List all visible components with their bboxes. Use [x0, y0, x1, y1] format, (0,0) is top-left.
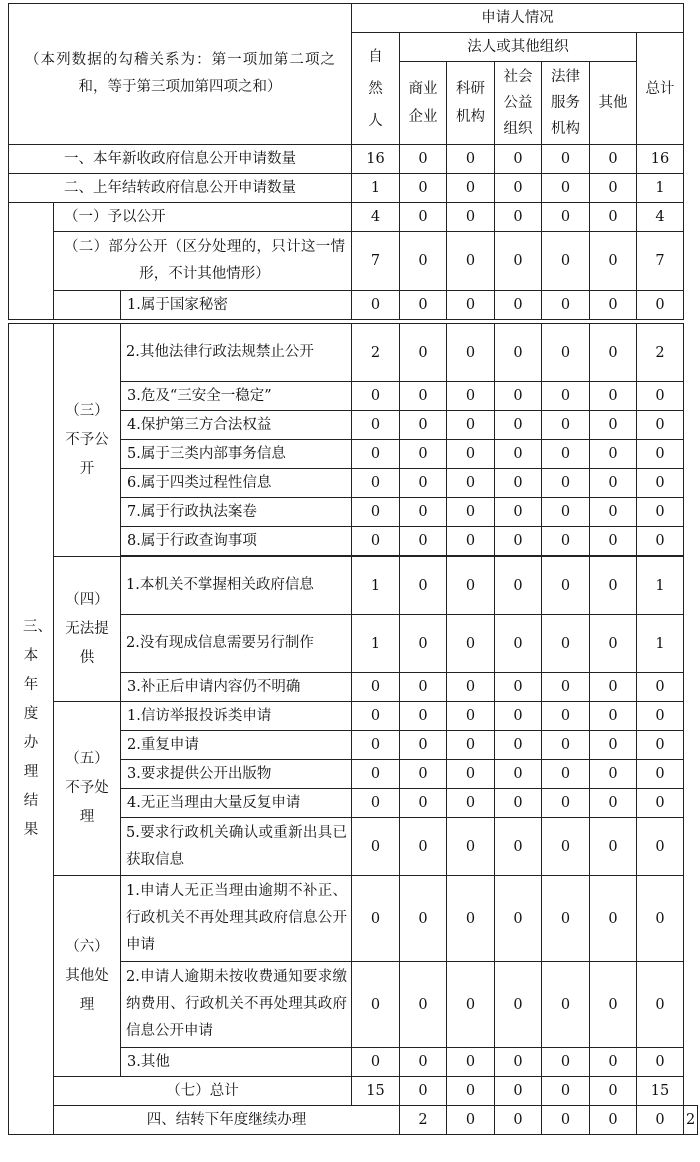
cell-research: 0: [447, 702, 495, 731]
cell-natural: 0: [352, 440, 400, 469]
table-part-2: [8, 323, 698, 1135]
row-label: 2.没有现成信息需要另行制作: [121, 615, 352, 673]
cell-total: 16: [637, 145, 684, 174]
cell-natural: 0: [352, 382, 400, 411]
cell-social: 0: [495, 1048, 542, 1077]
header-applicant-situation: 申请人情况: [352, 4, 684, 33]
cell-other: 0: [590, 145, 637, 174]
cell-natural: 0: [352, 673, 400, 702]
row-label: 3.要求提供公开出版物: [121, 760, 352, 789]
cell-legal: 0: [542, 1048, 590, 1077]
cell-research: 0: [447, 291, 495, 320]
cell-research: 0: [495, 1106, 542, 1135]
cell-total: 0: [637, 440, 684, 469]
table-row: [9, 1077, 698, 1106]
cell-social: 0: [495, 232, 542, 291]
row-label: 2.重复申请: [121, 731, 352, 760]
cell-commercial: 0: [400, 702, 447, 731]
cell-natural: 16: [352, 145, 400, 174]
cell-legal: 0: [542, 673, 590, 702]
cell-research: 0: [447, 789, 495, 818]
cell-legal: 0: [590, 1106, 637, 1135]
cell-social: 0: [495, 145, 542, 174]
cell-total: 0: [637, 789, 684, 818]
g6-title: （六）其他处理: [54, 876, 121, 1077]
cell-total: 2: [637, 324, 684, 382]
cell-commercial: 0: [400, 673, 447, 702]
cell-social: 0: [495, 498, 542, 527]
row-label: 四、结转下年度继续办理: [54, 1106, 400, 1135]
cell-research: 0: [447, 498, 495, 527]
cell-commercial: 0: [400, 498, 447, 527]
cell-natural: 0: [352, 962, 400, 1048]
cell-other: 0: [590, 789, 637, 818]
cell-research: 0: [447, 615, 495, 673]
cell-other: 0: [590, 203, 637, 232]
cell-legal: 0: [542, 702, 590, 731]
cell-other: 0: [590, 324, 637, 382]
cell-commercial: 0: [400, 527, 447, 556]
cell-total: 0: [637, 673, 684, 702]
cell-total: 0: [637, 382, 684, 411]
row-label: 7.属于行政执法案卷: [121, 498, 352, 527]
cell-total: 7: [637, 232, 684, 291]
header-research: 科研机构: [447, 62, 495, 145]
cell-legal: 0: [542, 818, 590, 876]
g4-title: （四）无法提供: [54, 557, 121, 702]
cell-total: 1: [637, 615, 684, 673]
cell-research: 0: [447, 731, 495, 760]
table-row: [9, 557, 698, 615]
cell-legal: 0: [542, 232, 590, 291]
cell-natural: 0: [352, 702, 400, 731]
cell-research: 0: [447, 557, 495, 615]
cell-total: 0: [637, 702, 684, 731]
row-label: 1.属于国家秘密: [121, 291, 352, 320]
cell-commercial: 0: [400, 324, 447, 382]
cell-social: 0: [495, 174, 542, 203]
row-label: 3.补正后申请内容仍不明确: [121, 673, 352, 702]
cell-natural: 1: [352, 615, 400, 673]
cell-other: 0: [590, 498, 637, 527]
row-label: 6.属于四类过程性信息: [121, 469, 352, 498]
row-label: 5.属于三类内部事务信息: [121, 440, 352, 469]
cell-commercial: 0: [400, 962, 447, 1048]
row-label: 2.申请人逾期未按收费通知要求缴纳费用、行政机关不再处理其政府信息公开申请: [121, 962, 352, 1048]
cell-commercial: 0: [400, 469, 447, 498]
cell-social: 0: [542, 1106, 590, 1135]
cell-commercial: 0: [400, 760, 447, 789]
cell-commercial: 0: [400, 440, 447, 469]
cell-other: 0: [590, 962, 637, 1048]
cell-natural: 0: [352, 527, 400, 556]
cell-research: 0: [447, 411, 495, 440]
cell-other: 0: [590, 818, 637, 876]
cell-total: 15: [637, 1077, 684, 1106]
cell-research: 0: [447, 1048, 495, 1077]
cell-natural: 4: [352, 203, 400, 232]
table-row: [9, 876, 698, 962]
cell-legal: 0: [542, 411, 590, 440]
cell-total: 0: [637, 527, 684, 556]
cell-other: 0: [637, 1106, 684, 1135]
cell-legal: 0: [542, 291, 590, 320]
cell-research: 0: [447, 145, 495, 174]
cell-legal: 0: [542, 557, 590, 615]
cell-natural: 0: [352, 818, 400, 876]
row-label: 1.本机关不掌握相关政府信息: [121, 557, 352, 615]
cell-total: 0: [637, 411, 684, 440]
table-row: [9, 324, 698, 382]
cell-total: 0: [637, 818, 684, 876]
cell-total: 4: [637, 203, 684, 232]
cell-research: 0: [447, 203, 495, 232]
cell-research: 0: [447, 324, 495, 382]
cell-other: 0: [590, 469, 637, 498]
cell-social: 0: [495, 1077, 542, 1106]
cell-research: 0: [447, 876, 495, 962]
cell-social: 0: [495, 673, 542, 702]
table-row: [9, 203, 684, 232]
header-commercial: 商业企业: [400, 62, 447, 145]
cell-natural: 15: [352, 1077, 400, 1106]
row-label: （七）总计: [54, 1077, 352, 1106]
header-note: （本列数据的勾稽关系为：第一项加第二项之和，等于第三项加第四项之和）: [9, 4, 352, 145]
cell-natural: 0: [352, 1048, 400, 1077]
cell-commercial: 0: [400, 731, 447, 760]
section3-title: 三、本年度办理结果: [9, 324, 54, 1135]
cell-social: 0: [495, 469, 542, 498]
cell-other: 0: [590, 382, 637, 411]
cell-social: 0: [495, 818, 542, 876]
cell-social: 0: [495, 527, 542, 556]
row-label: （一）予以公开: [54, 203, 352, 232]
cell-legal: 0: [542, 527, 590, 556]
cell-legal: 0: [542, 440, 590, 469]
row-label: 1.信访举报投诉类申请: [121, 702, 352, 731]
cell-legal: 0: [542, 469, 590, 498]
cell-legal: 0: [542, 324, 590, 382]
cell-natural: 0: [352, 760, 400, 789]
cell-research: 0: [447, 440, 495, 469]
cell-research: 0: [447, 527, 495, 556]
cell-legal: 0: [542, 876, 590, 962]
cell-other: 0: [590, 876, 637, 962]
header-legal-service: 法律服务机构: [542, 62, 590, 145]
cell-natural: 2: [352, 324, 400, 382]
cell-social: 0: [495, 731, 542, 760]
cell-total: 0: [637, 1048, 684, 1077]
header-legal-group: 法人或其他组织: [400, 33, 637, 62]
cell-commercial: 0: [400, 789, 447, 818]
cell-research: 0: [447, 962, 495, 1048]
cell-commercial: 0: [400, 291, 447, 320]
cell-commercial: 0: [400, 382, 447, 411]
cell-total: 2: [684, 1106, 698, 1135]
cell-total: 0: [637, 876, 684, 962]
cell-other: 0: [590, 702, 637, 731]
cell-legal: 0: [542, 962, 590, 1048]
cell-other: 0: [590, 440, 637, 469]
cell-natural: 0: [352, 469, 400, 498]
cell-legal: 0: [542, 789, 590, 818]
row-label: （二）部分公开（区分处理的，只计这一情形，不计其他情形）: [54, 232, 352, 291]
cell-legal: 0: [542, 382, 590, 411]
cell-research: 0: [447, 232, 495, 291]
cell-legal: 0: [542, 498, 590, 527]
cell-commercial: 0: [447, 1106, 495, 1135]
cell-research: 0: [447, 469, 495, 498]
cell-commercial: 0: [400, 145, 447, 174]
table-row: [9, 145, 684, 174]
cell-natural: 0: [352, 789, 400, 818]
row-label: 一、本年新收政府信息公开申请数量: [9, 145, 352, 174]
cell-social: 0: [495, 760, 542, 789]
row-label: 8.属于行政查询事项: [121, 527, 352, 556]
cell-other: 0: [590, 1048, 637, 1077]
header-natural-person: 自然人: [352, 33, 400, 145]
cell-social: 0: [495, 411, 542, 440]
cell-research: 0: [447, 382, 495, 411]
cell-total: 1: [637, 557, 684, 615]
cell-social: 0: [495, 615, 542, 673]
g3-title: （三）不予公开: [54, 324, 121, 557]
cell-other: 0: [590, 411, 637, 440]
cell-research: 0: [447, 1077, 495, 1106]
g5-title: （五）不予处理: [54, 702, 121, 876]
cell-other: 0: [590, 760, 637, 789]
cell-natural: 7: [352, 232, 400, 291]
cell-research: 0: [447, 174, 495, 203]
table-part-1: [8, 3, 684, 320]
cell-commercial: 0: [400, 174, 447, 203]
cell-other: 0: [590, 673, 637, 702]
table-row: [9, 232, 684, 291]
cell-research: 0: [447, 760, 495, 789]
cell-other: 0: [590, 731, 637, 760]
cell-commercial: 0: [400, 232, 447, 291]
cell-commercial: 0: [400, 411, 447, 440]
cell-total: 0: [637, 291, 684, 320]
cell-legal: 0: [542, 145, 590, 174]
cell-legal: 0: [542, 760, 590, 789]
cell-commercial: 0: [400, 557, 447, 615]
cell-social: 0: [495, 382, 542, 411]
cell-legal: 0: [542, 731, 590, 760]
cell-commercial: 0: [400, 818, 447, 876]
cell-social: 0: [495, 789, 542, 818]
cell-other: 0: [590, 1077, 637, 1106]
header-total: 总计: [637, 33, 684, 145]
cell-total: 0: [637, 731, 684, 760]
cell-other: 0: [590, 174, 637, 203]
row-label: 3.其他: [121, 1048, 352, 1077]
cell-total: 0: [637, 498, 684, 527]
cell-legal: 0: [542, 174, 590, 203]
cell-social: 0: [495, 440, 542, 469]
row-label: 5.要求行政机关确认或重新出具已获取信息: [121, 818, 352, 876]
table-row: [9, 1106, 698, 1135]
cell-commercial: 0: [400, 1077, 447, 1106]
row-label: 二、上年结转政府信息公开申请数量: [9, 174, 352, 203]
cell-other: 0: [590, 291, 637, 320]
cell-social: 0: [495, 876, 542, 962]
table-row: [9, 174, 684, 203]
cell-natural: 0: [352, 731, 400, 760]
cell-legal: 0: [542, 1077, 590, 1106]
cell-social: 0: [495, 702, 542, 731]
row-label: 2.其他法律行政法规禁止公开: [121, 324, 352, 382]
cell-research: 0: [447, 673, 495, 702]
cell-social: 0: [495, 557, 542, 615]
cell-other: 0: [590, 527, 637, 556]
cell-other: 0: [590, 232, 637, 291]
cell-total: 1: [637, 174, 684, 203]
section3-stub: [9, 203, 54, 320]
cell-legal: 0: [542, 203, 590, 232]
row-label: 1.申请人无正当理由逾期不补正、行政机关不再处理其政府信息公开申请: [121, 876, 352, 962]
cell-social: 0: [495, 962, 542, 1048]
cell-total: 0: [637, 469, 684, 498]
cell-commercial: 0: [400, 203, 447, 232]
cell-legal: 0: [542, 615, 590, 673]
header-other: 其他: [590, 62, 637, 145]
cell-other: 0: [590, 557, 637, 615]
cell-social: 0: [495, 291, 542, 320]
table-row: [9, 291, 684, 320]
header-social: 社会公益组织: [495, 62, 542, 145]
cell-social: 0: [495, 203, 542, 232]
cell-natural: 0: [352, 498, 400, 527]
cell-research: 0: [447, 818, 495, 876]
cell-natural: 0: [352, 411, 400, 440]
cell-natural: 1: [352, 557, 400, 615]
cell-commercial: 0: [400, 1048, 447, 1077]
row-label: 4.无正当理由大量反复申请: [121, 789, 352, 818]
table-row: [9, 702, 698, 731]
cell-total: 0: [637, 962, 684, 1048]
cell-natural: 0: [352, 876, 400, 962]
cell-natural: 2: [400, 1106, 447, 1135]
cell-total: 0: [637, 760, 684, 789]
cell-natural: 0: [352, 291, 400, 320]
cell-social: 0: [495, 324, 542, 382]
cell-natural: 1: [352, 174, 400, 203]
row-label: 3.危及“三安全一稳定”: [121, 382, 352, 411]
g3-stub: [54, 291, 121, 320]
cell-commercial: 0: [400, 615, 447, 673]
cell-commercial: 0: [400, 876, 447, 962]
cell-other: 0: [590, 615, 637, 673]
row-label: 4.保护第三方合法权益: [121, 411, 352, 440]
